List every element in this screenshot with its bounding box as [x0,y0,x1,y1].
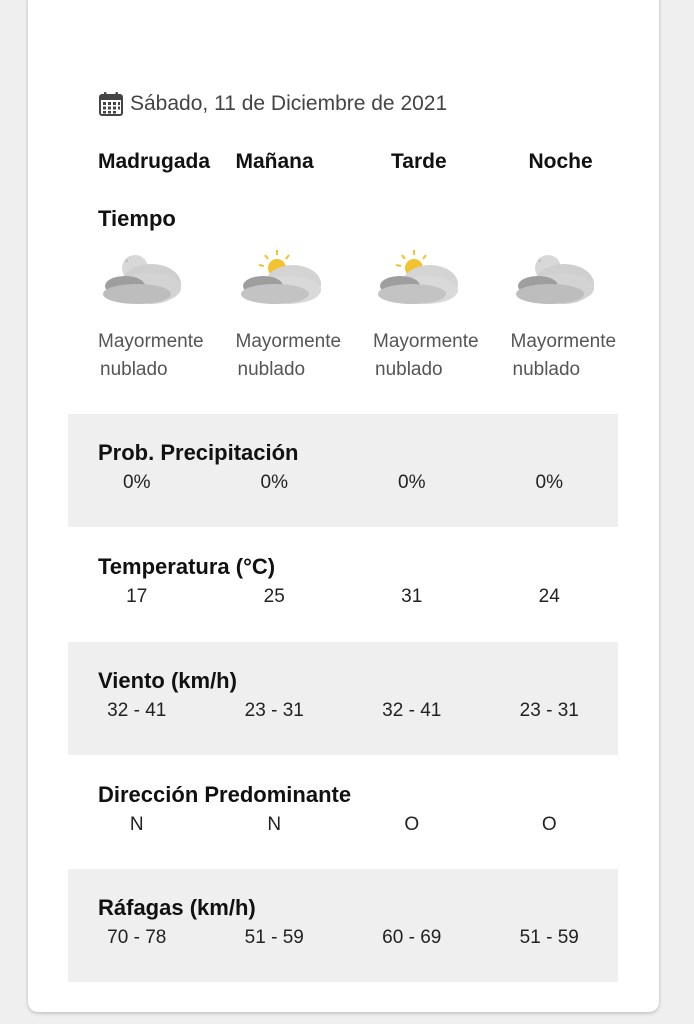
period-manana: Mañana [235,150,314,173]
weather-icons-row [68,248,618,312]
period-tarde: Tarde [391,150,447,173]
row-value: 51 - 59 [519,927,579,948]
gusts-row [68,869,618,982]
date-header [98,88,447,120]
calendar-icon [98,91,124,117]
row-value: 24 [538,586,560,607]
condition-tarde: Mayormente nublado [373,331,479,380]
conditions-row [68,328,618,384]
row-value: N [267,814,282,835]
row-title: Ráfagas (km/h) [98,895,256,920]
weather-heading: Tiempo [98,206,176,231]
row-value: 60 - 69 [382,927,442,948]
precipitation-row [68,414,618,527]
row-value: 32 - 41 [382,700,442,721]
period-noche: Noche [528,150,593,173]
temperature-row [68,528,618,641]
row-value: 23 - 31 [519,700,579,721]
row-value: 51 - 59 [244,927,304,948]
row-value: N [129,814,144,835]
row-value: 0% [535,472,563,493]
cloudy-night-icon [101,295,185,312]
row-value: 32 - 41 [107,700,167,721]
condition-noche: Mayormente nublado [510,331,617,380]
row-title: Prob. Precipitación [98,440,299,465]
date-text: Sábado, 11 de Diciembre de 2021 [130,92,448,115]
row-value: 0% [398,472,426,493]
cloudy-sun-icon [376,295,460,312]
row-value: 25 [263,586,285,607]
period-header-row [68,150,618,174]
cloudy-night-icon [514,295,598,312]
row-value: 0% [260,472,288,493]
period-madrugada: Madrugada [98,150,211,173]
wind-row [68,642,618,755]
row-value: 17 [126,586,148,607]
row-title: Dirección Predominante [98,782,352,807]
condition-madrugada: Mayormente nublado [98,331,204,380]
row-value: O [404,814,420,835]
wind-direction-row [68,756,618,869]
row-value: 0% [123,472,151,493]
condition-manana: Mayormente nublado [235,331,342,380]
row-title: Viento (km/h) [98,668,237,693]
row-value: O [541,814,557,835]
row-value: 70 - 78 [107,927,167,948]
row-value: 31 [401,586,423,607]
row-title: Temperatura (°C) [98,554,276,579]
row-value: 23 - 31 [244,700,304,721]
cloudy-sun-icon [239,295,323,312]
